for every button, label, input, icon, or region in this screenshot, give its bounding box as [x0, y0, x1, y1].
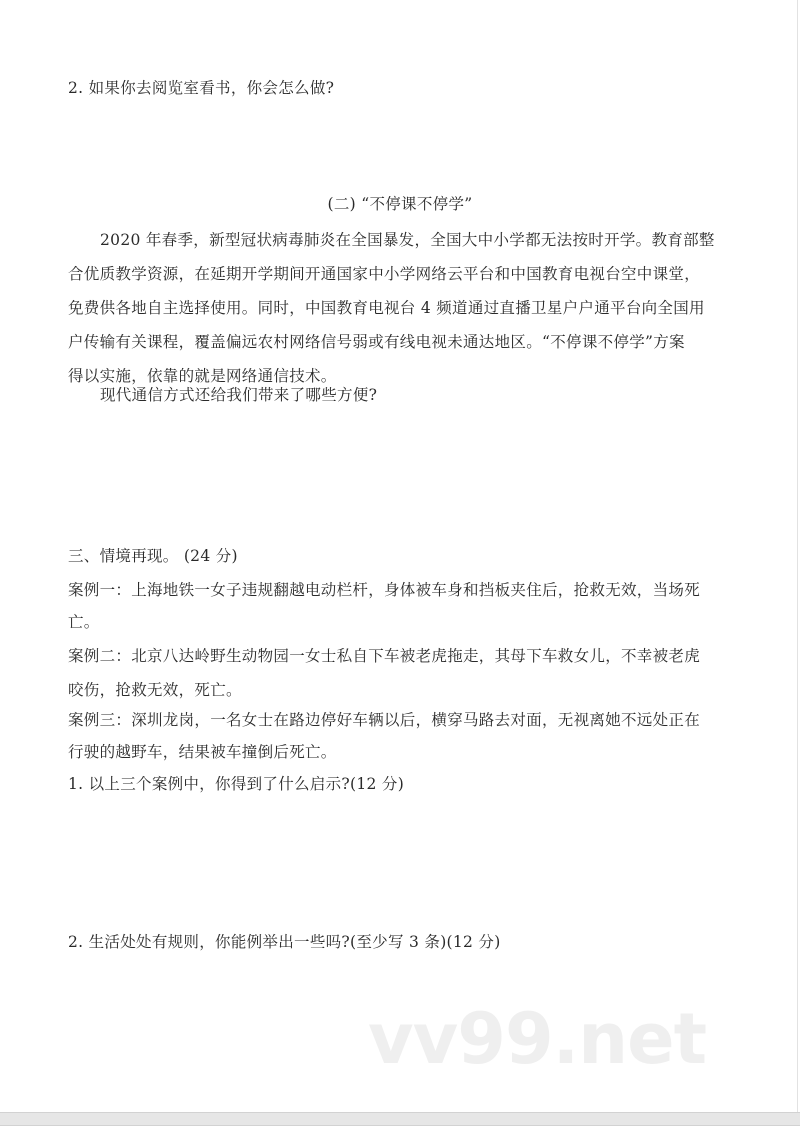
case-2-line-2: 咬伤，抢救无效，死亡。	[68, 681, 242, 699]
part3-title: 三、情境再现。 (24 分)	[68, 547, 238, 565]
page-separator	[0, 1112, 800, 1126]
question-reading-room: 2. 如果你去阅览室看书，你会怎么做?	[68, 79, 335, 97]
passage-line: 2020 年春季，新型冠状病毒肺炎在全国暴发，全国大中小学都无法按时开学。教育部整	[100, 231, 715, 249]
passage-line: 合优质教学资源，在延期开学期间开通国家中小学网络云平台和中国教育电视台空中课堂，	[68, 265, 701, 283]
case-1-line-1: 案例一：上海地铁一女子违规翻越电动栏杆，身体被车身和挡板夹住后，抢救无效，当场死	[68, 581, 701, 599]
passage-question: 现代通信方式还给我们带来了哪些方便?	[100, 386, 378, 404]
case-2-line-1: 案例二：北京八达岭野生动物园一女士私自下车被老虎拖走，其母下车救女儿，不幸被老虎	[68, 647, 701, 665]
passage-line: 免费供各地自主选择使用。同时，中国教育电视台 4 频道通过直播卫星户户通平台向全国用	[68, 299, 705, 317]
question-1: 1. 以上三个案例中，你得到了什么启示?(12 分)	[68, 775, 405, 793]
case-3-line-1: 案例三：深圳龙岗，一名女士在路边停好车辆以后，横穿马路去对面，无视离她不远处正在	[68, 711, 701, 729]
case-1-line-2: 亡。	[68, 613, 100, 631]
passage-line: 得以实施，依靠的就是网络通信技术。	[68, 367, 337, 385]
watermark: vv99.net	[368, 998, 707, 1080]
section-heading: (二) “不停课不停学”	[327, 195, 473, 213]
passage-line: 户传输有关课程，覆盖偏远农村网络信号弱或有线电视未通达地区。“不停课不停学”方案	[68, 333, 685, 351]
case-3-line-2: 行驶的越野车，结果被车撞倒后死亡。	[68, 743, 337, 761]
question-2: 2. 生活处处有规则，你能例举出一些吗?(至少写 3 条)(12 分)	[68, 933, 501, 951]
